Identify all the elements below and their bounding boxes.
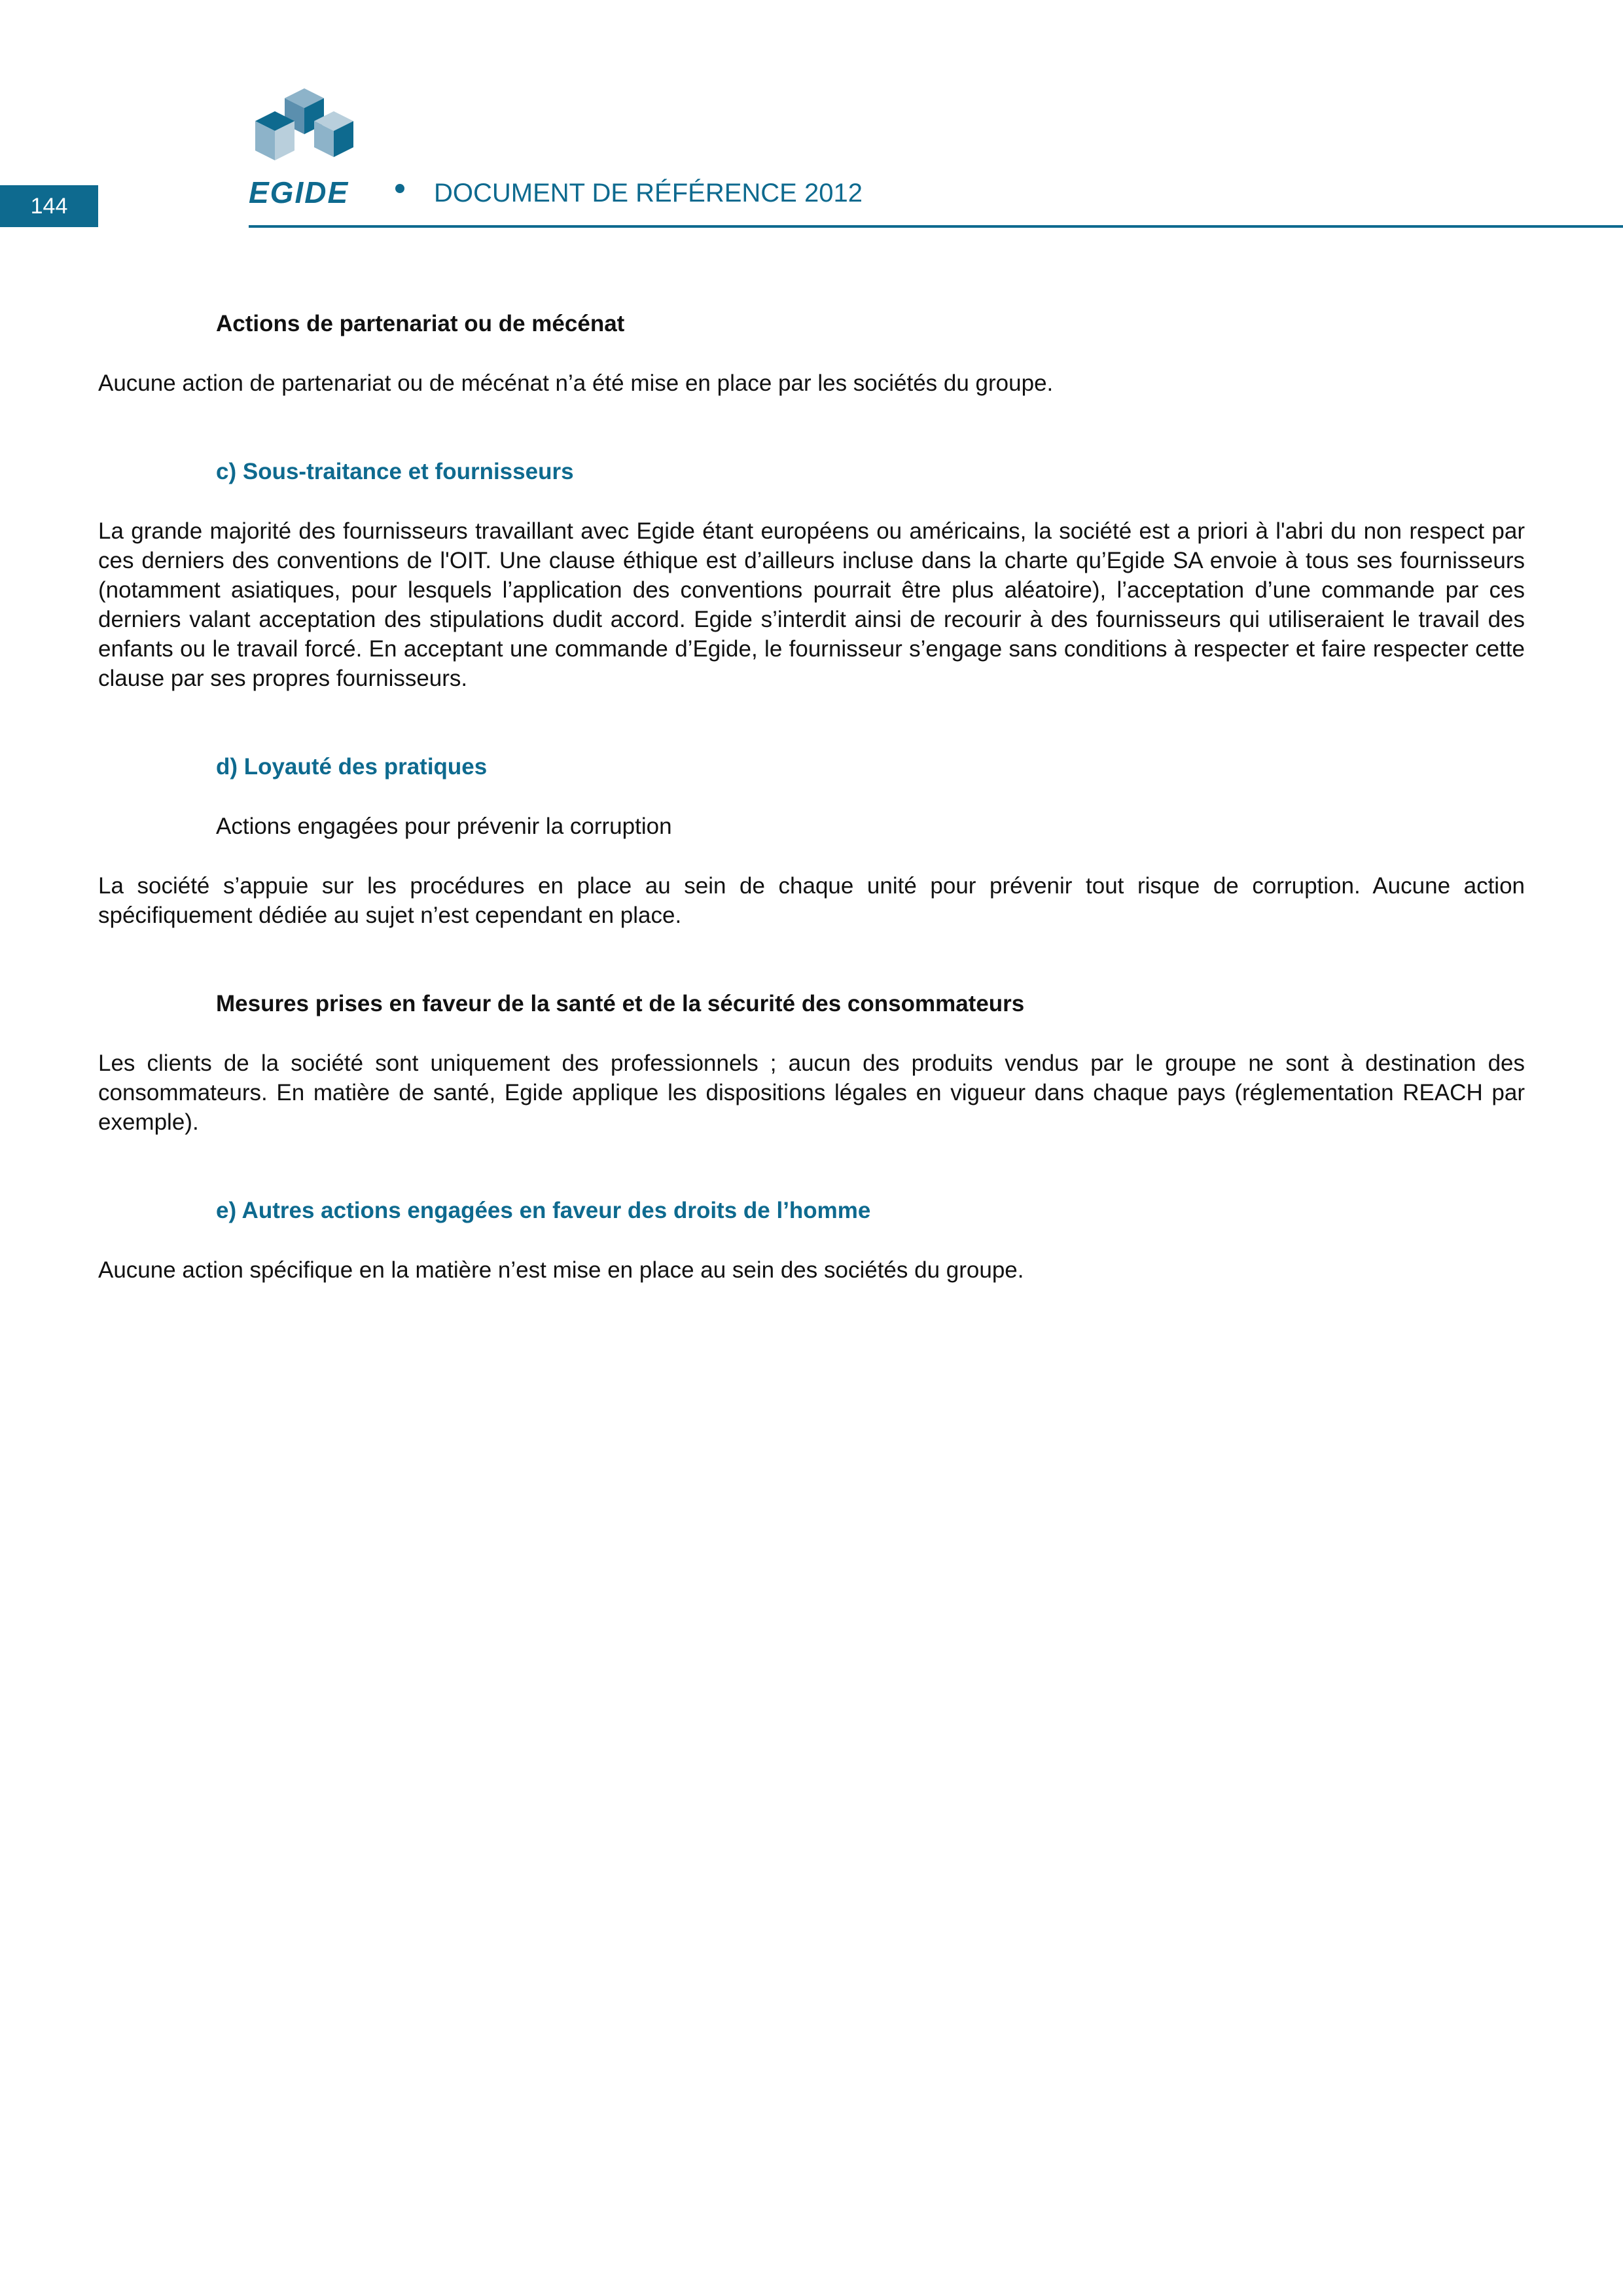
paragraph-consumer-safety: Les clients de la société sont uniquement des professionnels ; aucun des produits vendus par le groupe ne sont à destination des consommateurs. En matière de santé, Egide applique les dispositions légales en vigueur dans chaque pays (réglementation REACH par exemple). [98,1050,1525,1135]
paragraph-subcontracting: La grande majorité des fournisseurs travaillant avec Egide étant européens ou américains, la société est a priori à l'abri du non respect par ces derniers des conventions de l'OIT. Une clause éthique est d’ailleurs incluse dans la charte qu’Egide SA envoie à tous ses fournisseurs (notamment asiatiques, pour lesquels l’application des conventions pourrait être plus aléatoire), l’acceptation d’une commande par ces derniers valant acceptation des stipulations dudit accord. Egide s’interdit ainsi de recourir à des fournisseurs qui utiliseraient le travail des enfants ou le travail forcé. En acceptant une commande d’Egide, le fournisseur s’engage sans conditions à respecter et faire respecter cette clause par ses propres fournisseurs. [98,518,1525,691]
heading-fair-practices: d) Loyauté des pratiques [216,754,488,780]
paragraph-partnership: Aucune action de partenariat ou de mécénat n’a été mise en place par les sociétés du groupe. [98,370,1054,396]
paragraph-human-rights: Aucune action spécifique en la matière n’est mise en place au sein des sociétés du groupe. [98,1257,1024,1283]
logo-wordmark: EGIDE [249,175,349,209]
header-rule [249,225,1623,228]
subheading-corruption: Actions engagées pour prévenir la corruption [216,814,672,839]
heading-subcontracting: c) Sous-traitance et fournisseurs [216,459,574,484]
paragraph-corruption: La société s’appuie sur les procédures en place au sein de chaque unité pour prévenir tout risque de corruption. Aucune action spécifiquement dédiée au sujet n’est cependant en place. [98,873,1525,928]
heading-consumer-safety: Mesures prises en faveur de la santé et de la sécurité des consommateurs [216,991,1025,1016]
title-bullet [395,184,404,193]
document-title: DOCUMENT DE RÉFÉRENCE 2012 [434,179,863,207]
page-content [98,309,1525,1285]
page-number: 144 [0,185,98,227]
heading-human-rights: e) Autres actions engagées en faveur des droits de l’homme [216,1198,871,1223]
heading-partnership: Actions de partenariat ou de mécénat [216,311,625,336]
